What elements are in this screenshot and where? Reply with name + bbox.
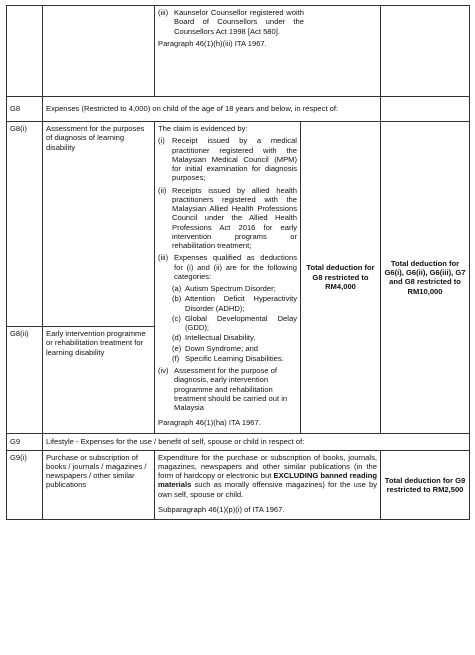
claim-evidence-cell	[155, 122, 301, 434]
g8ii-description: Early intervention programme or rehabilitation treatment for learning disability	[43, 327, 155, 434]
claim-item: (i) Receipt issued by a medical practitioner registered with the Malaysian Medical Council (MPM) for initial examination for diagnosis purposes;	[158, 136, 297, 183]
claim-item: (iv) Assessment for the purpose of diagnosis, early intervention programme and rehabilitation treatment should be carried out in Malaysia	[158, 366, 288, 412]
g8i-description: Assessment for the purposes of diagnosis of learning disability	[43, 122, 155, 327]
g9i-code: G9(i)	[7, 450, 43, 520]
category-item: (c) Global Developmental Delay (GDD);	[172, 313, 297, 332]
g8i-row	[7, 122, 470, 327]
tax-relief-table	[6, 5, 470, 520]
g8-header-row	[7, 97, 470, 122]
continuation-row	[7, 6, 470, 97]
g9i-details: Expenditure for the purchase or subscription of books, journals, magazines, newspapers and other similar publications (in the form of hardcopy or electronic but EXCLUDING banned reading materials such as morally offensive magazines) for the use by own self, spouse or child.	[158, 452, 377, 499]
g8-code: G8	[7, 97, 43, 122]
category-item: (e) Down Syndrome; and	[172, 343, 259, 353]
category-item: (a) Autism Spectrum Disorder;	[172, 284, 276, 293]
g9-code: G9	[7, 433, 43, 450]
g8ii-code: G8(ii)	[7, 327, 43, 434]
category-item: (b) Attention Deficit Hyperactivity Disorder (ADHD);	[172, 294, 297, 313]
g9-header-text: Lifestyle - Expenses for the use / benefit of self, spouse or child in respect of:	[43, 433, 470, 450]
claim-item: (ii) Receipts issued by allied health practitioners registered with the Malaysian Allied Health Professions Council under the Allied Health Professions Act 2016 for early intervention programs or rehabilitation treatment;	[158, 185, 297, 250]
claim-reference: Paragraph 46(1)(ha) ITA 1967.	[158, 418, 261, 428]
empty-total-cell	[381, 6, 470, 97]
claim-intro: The claim is evidenced by:	[158, 124, 248, 133]
empty-desc-cell	[43, 6, 155, 97]
category-list	[172, 284, 297, 363]
g6-g8-total-deduction: Total deduction for G6(i), G6(ii), G6(iii), G7 and G8 restricted to RM10,000	[381, 122, 470, 434]
g9i-row	[7, 450, 470, 520]
g9-total-deduction: Total deduction for G9 restricted to RM2,500	[381, 450, 470, 520]
counsellor-reference: Paragraph 46(1)(h)(iii) ITA 1967.	[158, 38, 267, 48]
g9-header-row	[7, 433, 470, 450]
category-item: (f) Specific Learning Disabilities.	[172, 353, 284, 363]
counsellor-text: Kaunselor Counsellor registered woith Board of Counsellors under the Counsellors Act 1998 [Act 580].	[174, 8, 304, 36]
g9i-details-cell	[155, 450, 381, 520]
counsellor-cell	[155, 6, 381, 97]
g9i-reference: Subparagraph 46(1)(p)(i) of ITA 1967.	[158, 504, 285, 514]
g9i-description: Purchase or subscription of books / journals / magazines / newspapers / other similar publications	[43, 450, 155, 520]
g8-total-deduction: Total deduction for G8 restricted to RM4,000	[301, 122, 381, 434]
item-label: (iii)	[158, 8, 169, 17]
category-item: (d) Intellectual Disability,	[172, 333, 256, 343]
g8-header-text: Expenses (Restricted to 4,000) on child of the age of 18 years and below, in respect of:	[43, 97, 381, 122]
claim-item: (iii) Expenses qualified as deductions for (i) and (ii) are for the following categories:	[158, 253, 297, 281]
g8i-code: G8(i)	[7, 122, 43, 327]
empty-cell	[381, 97, 470, 122]
empty-code-cell	[7, 6, 43, 97]
